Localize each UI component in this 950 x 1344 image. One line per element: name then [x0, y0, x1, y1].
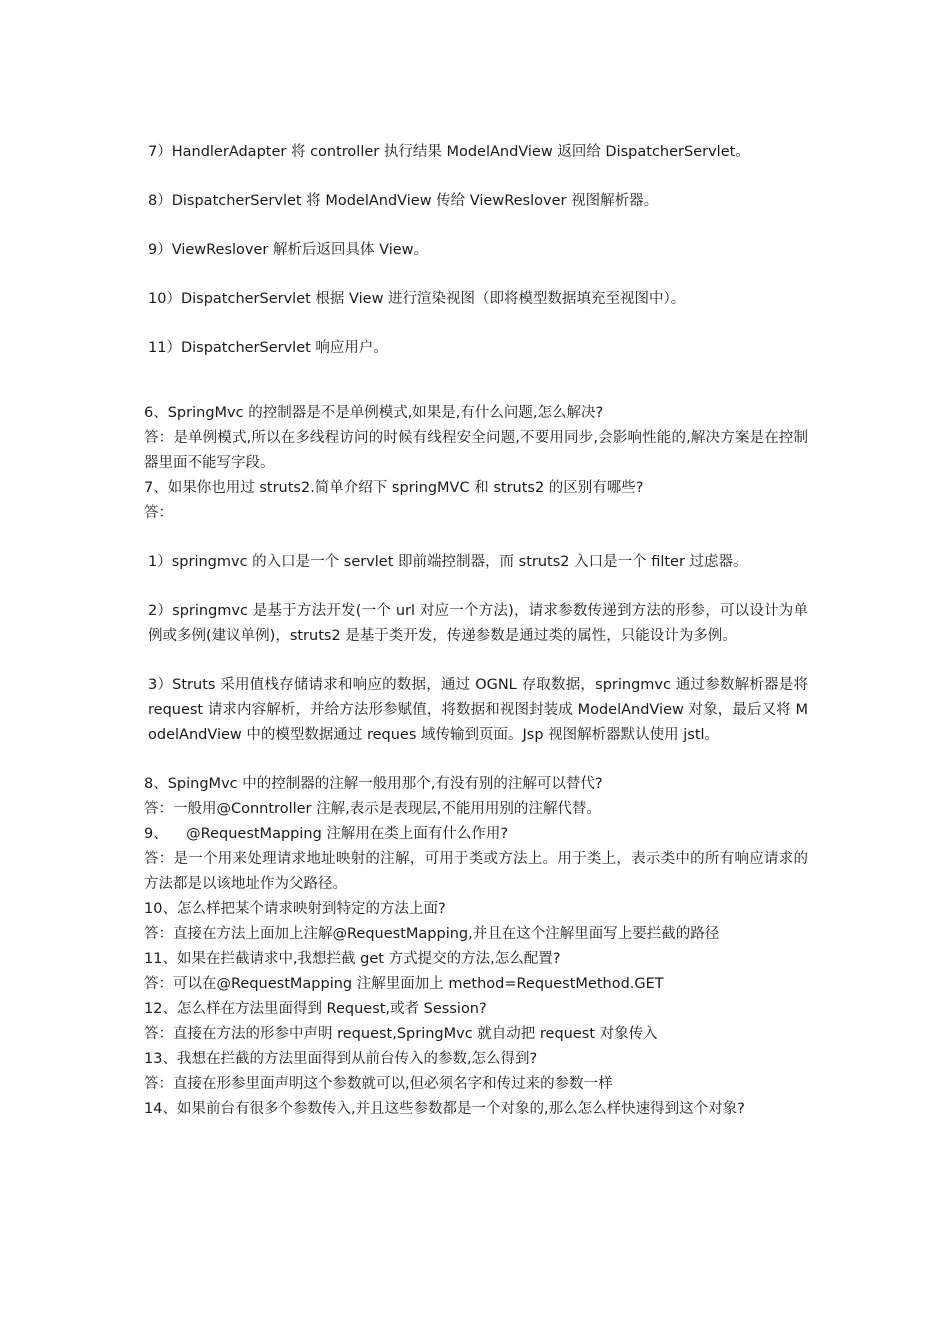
answer-11: 答：可以在@RequestMapping 注解里面加上 method=RequestMethod.GET [144, 976, 664, 992]
document-page [144, 140, 808, 1122]
step-9: 9）ViewReslover 解析后返回具体 View。 [148, 242, 429, 258]
answer-7-point-3: 3）Struts 采用值栈存储请求和响应的数据，通过 OGNL 存取数据，springmvc 通过参数解析器是将 request 请求内容解析，并给方法形参赋值，将数据和视图封装成 ModelAndView 对象，最后又将 ModelAndView 中的模型数据通过 reques 域传输到页面。Jsp 视图解析器默认使用 jstl。 [148, 677, 808, 743]
answer-7-point-2: 2）springmvc 是基于方法开发(一个 url 对应一个方法)，请求参数传递到方法的形参，可以设计为单例或多例(建议单例)，struts2 是基于类开发，传递参数是通过类的属性，只能设计为多例。 [148, 603, 808, 644]
question-11: 11、如果在拦截请求中,我想拦截 get 方式提交的方法,怎么配置? [144, 951, 561, 967]
step-8: 8）DispatcherServlet 将 ModelAndView 传给 ViewReslover 视图解析器。 [148, 193, 659, 209]
question-12: 12、怎么样在方法里面得到 Request,或者 Session? [144, 1001, 487, 1017]
answer-7-label: 答： [144, 505, 173, 521]
question-9: 9、 @RequestMapping 注解用在类上面有什么作用? [144, 826, 509, 842]
question-10: 10、怎么样把某个请求映射到特定的方法上面? [144, 901, 446, 917]
answer-9: 答：是一个用来处理请求地址映射的注解，可用于类或方法上。用于类上，表示类中的所有响应请求的方法都是以该地址作为父路径。 [144, 851, 808, 892]
question-13: 13、我想在拦截的方法里面得到从前台传入的参数,怎么得到? [144, 1051, 538, 1067]
answer-8: 答：一般用@Conntroller 注解,表示是表现层,不能用用别的注解代替。 [144, 801, 601, 817]
step-11: 11）DispatcherServlet 响应用户。 [148, 340, 388, 356]
question-6: 6、SpringMvc 的控制器是不是单例模式,如果是,有什么问题,怎么解决? [144, 405, 604, 421]
answer-12: 答：直接在方法的形参中声明 request,SpringMvc 就自动把 request 对象传入 [144, 1026, 658, 1042]
answer-7-point-1: 1）springmvc 的入口是一个 servlet 即前端控制器，而 struts2 入口是一个 filter 过虑器。 [148, 554, 748, 570]
question-7: 7、如果你也用过 struts2.简单介绍下 springMVC 和 struts2 的区别有哪些? [144, 480, 644, 496]
question-14: 14、如果前台有很多个参数传入,并且这些参数都是一个对象的,那么怎么样快速得到这个对象? [144, 1101, 745, 1117]
step-10: 10）DispatcherServlet 根据 View 进行渲染视图（即将模型数据填充至视图中）。 [148, 291, 686, 307]
answer-6: 答：是单例模式,所以在多线程访问的时候有线程安全问题,不要用同步,会影响性能的,解决方案是在控制器里面不能写字段。 [144, 430, 808, 471]
answer-10: 答：直接在方法上面加上注解@RequestMapping,并且在这个注解里面写上要拦截的路径 [144, 926, 720, 942]
answer-13: 答：直接在形参里面声明这个参数就可以,但必须名字和传过来的参数一样 [144, 1076, 613, 1092]
question-8: 8、SpingMvc 中的控制器的注解一般用那个,有没有别的注解可以替代? [144, 776, 603, 792]
step-7: 7）HandlerAdapter 将 controller 执行结果 ModelAndView 返回给 DispatcherServlet。 [148, 144, 750, 160]
